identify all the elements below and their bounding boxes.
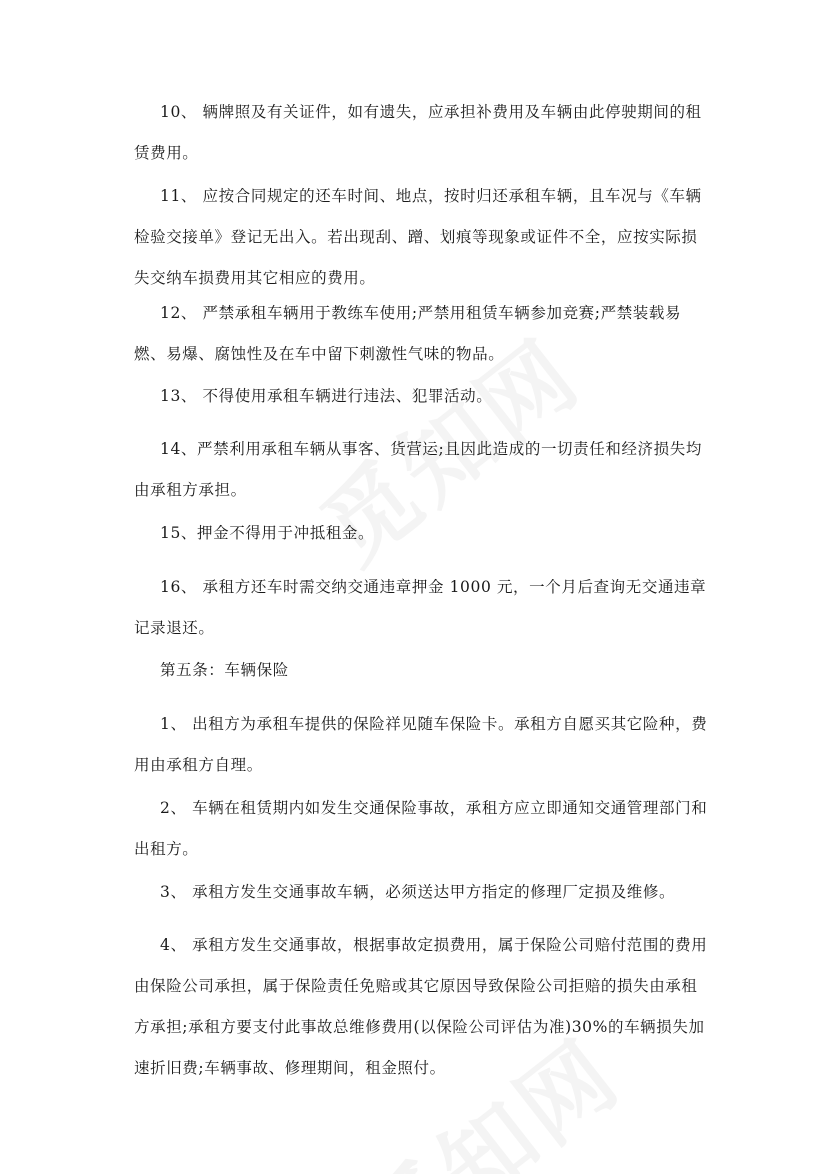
insurance-item-3: 3、 承租方发生交通事故车辆，必须送达甲方指定的修理厂定损及维修。 xyxy=(160,883,676,901)
clause-14: 14、严禁利用承租车辆从事客、货营运;且因此造成的一切责任和经济损失均由承租方承担。 xyxy=(134,440,702,499)
insurance-item-1: 1、 出租方为承租车提供的保险祥见随车保险卡。承租方自愿买其它险种，费用由承租方自理。 xyxy=(134,715,708,774)
clause-16: 16、 承租方还车时需交纳交通违章押金 1000 元，一个月后查询无交通违章记录退还。 xyxy=(134,578,707,637)
clause-11: 11、 应按合同规定的还车时间、地点，按时归还承租车辆，且车况与《车辆检验交接单》登记无出入。若出现刮、蹭、划痕等现象或证件不全，应按实际损失交纳车损费用其它相应的费用。 xyxy=(134,187,702,287)
clause-10: 10、 辆牌照及有关证件，如有遗失，应承担补费用及车辆由此停驶期间的租赁费用。 xyxy=(134,103,702,162)
insurance-item-4: 4、 承租方发生交通事故，根据事故定损费用，属于保险公司赔付范围的费用由保险公司承担，属于保险责任免赔或其它原因导致保险公司拒赔的损失由承租方承担;承租方要支付此事故总维修费用(以保险公司评估为准)30%的车辆损失加速折旧费;车辆事故、修理期间，租金照付。 xyxy=(134,936,708,1077)
clause-15: 15、押金不得用于冲抵租金。 xyxy=(160,524,375,542)
clause-13: 13、 不得使用承租车辆进行违法、犯罪活动。 xyxy=(160,387,493,405)
section-heading-5: 第五条：车辆保险 xyxy=(160,661,289,679)
insurance-item-2: 2、 车辆在租赁期内如发生交通保险事故，承租方应立即通知交通管理部门和出租方。 xyxy=(134,799,708,858)
clause-12: 12、 严禁承租车辆用于教练车使用;严禁用租赁车辆参加竞赛;严禁装载易燃、易爆、腐蚀性及在车中留下刺激性气味的物品。 xyxy=(134,304,682,363)
